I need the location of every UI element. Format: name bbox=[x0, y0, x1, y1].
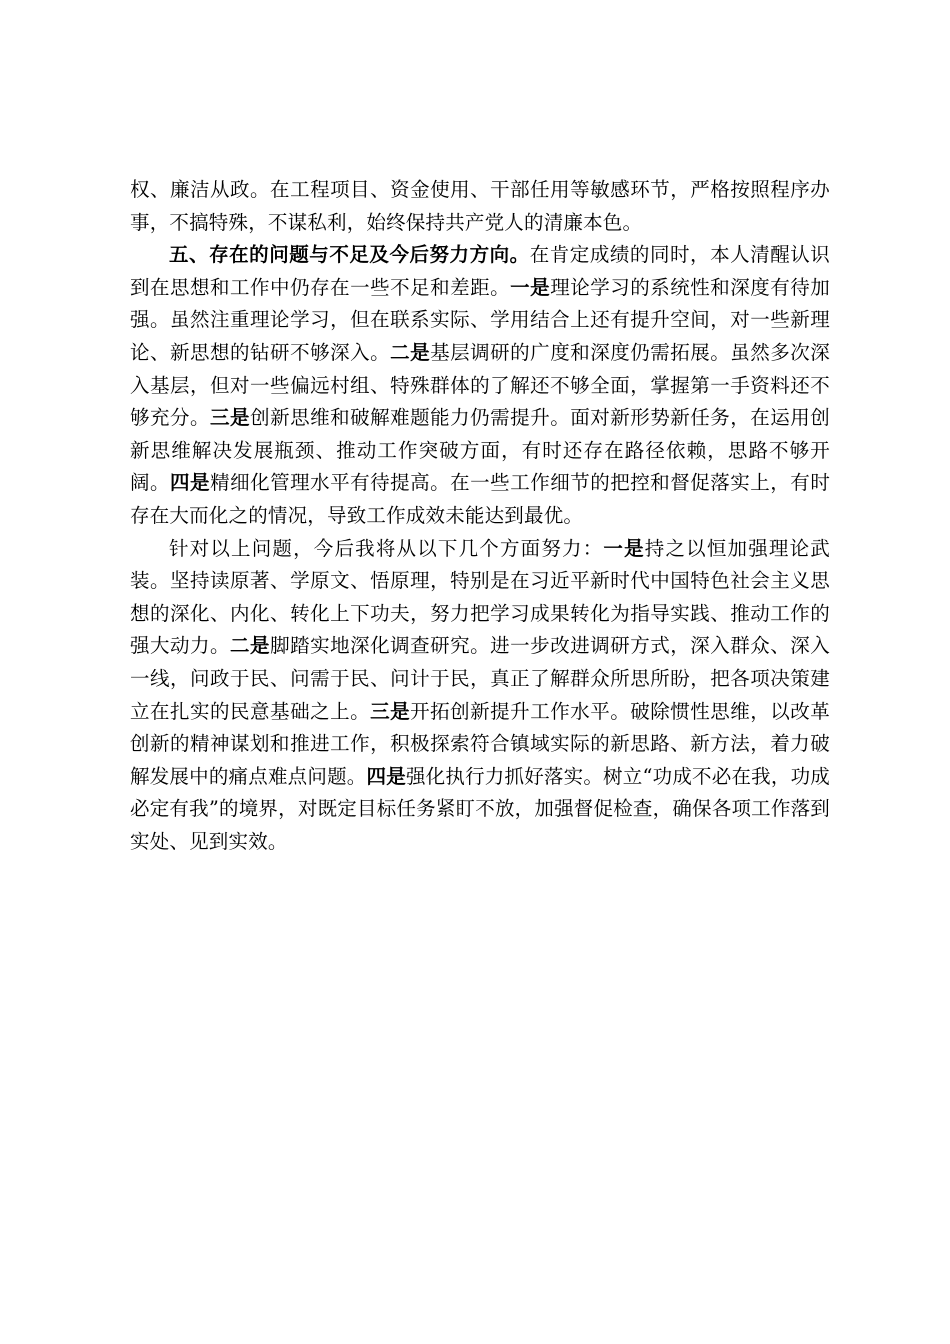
text-run: 基层调研的广度和深度仍需拓展。虽然多次深入基层，但对一些偏远村组、特殊群体的了解还不够全面，掌握第一手资料还不够充分。 bbox=[130, 340, 830, 430]
text-run: 权、廉洁从政。在工程项目、资金使用、干部任用等敏感环节，严格按照程序办事，不搞特殊，不谋私利，始终保持共产党人的清廉本色。 bbox=[130, 178, 830, 234]
text-run: 在肯定成绩的同时，本人清醒认识到在思想和工作中仍存在一些不足和差距。 bbox=[130, 243, 830, 299]
section-heading: 五、存在的问题与不足及今后努力方向。 bbox=[169, 243, 530, 267]
bold-marker: 一是 bbox=[510, 275, 551, 299]
text-run: 开拓创新提升工作水平。破除惯性思维，以改革创新的精神谋划和推进工作，积极探索符合镇域实际的新思路、新方法，着力破解发展中的痛点难点问题。 bbox=[130, 699, 831, 788]
bold-marker: 三是 bbox=[210, 406, 251, 430]
text-run: 创新思维和破解难题能力仍需提升。面对新形势新任务，在运用创新思维解决发展瓶颈、推动工作突破方面，有时还存在路径依赖，思路不够开阔。 bbox=[130, 406, 830, 495]
text-run: 强化执行力抓好落实。树立“功成不必在我，功成必定有我”的境界，对既定目标任务紧盯不放，加强督促检查，确保各项工作落到实处、见到实效。 bbox=[130, 764, 830, 853]
bold-marker: 二是 bbox=[230, 634, 271, 658]
paragraph-problems bbox=[130, 239, 830, 532]
text-run: 精细化管理水平有待提高。在一些工作细节的把控和督促落实上，有时存在大而化之的情况，导致工作成效未能达到最优。 bbox=[130, 471, 831, 527]
text-run: 持之以恒加强理论武装。坚持读原著、学原文、悟原理，特别是在习近平新时代中国特色社会主义思想的深化、内化、转化上下功夫，努力把学习成果转化为指导实践、推动工作的强大动力。 bbox=[130, 536, 830, 658]
paragraph-improvements bbox=[130, 533, 830, 859]
bold-marker: 四是 bbox=[366, 764, 406, 788]
paragraph-integrity bbox=[130, 174, 830, 239]
text-run: 脚踏实地深化调查研究。进一步改进调研方式，深入群众、深入一线，问政于民、问需于民、问计于民，真正了解群众所思所盼，把各项决策建立在扎实的民意基础之上。 bbox=[130, 634, 830, 723]
bold-marker: 一是 bbox=[603, 536, 645, 560]
document-body bbox=[130, 174, 830, 858]
text-run: 理论学习的系统性和深度有待加强。虽然注重理论学习，但在联系实际、学用结合上还有提升空间，对一些新理论、新思想的钻研不够深入。 bbox=[130, 275, 830, 364]
bold-marker: 四是 bbox=[170, 471, 211, 495]
bold-marker: 三是 bbox=[370, 699, 411, 723]
text-run: 针对以上问题，今后我将从以下几个方面努力： bbox=[169, 536, 604, 560]
bold-marker: 二是 bbox=[390, 340, 431, 364]
